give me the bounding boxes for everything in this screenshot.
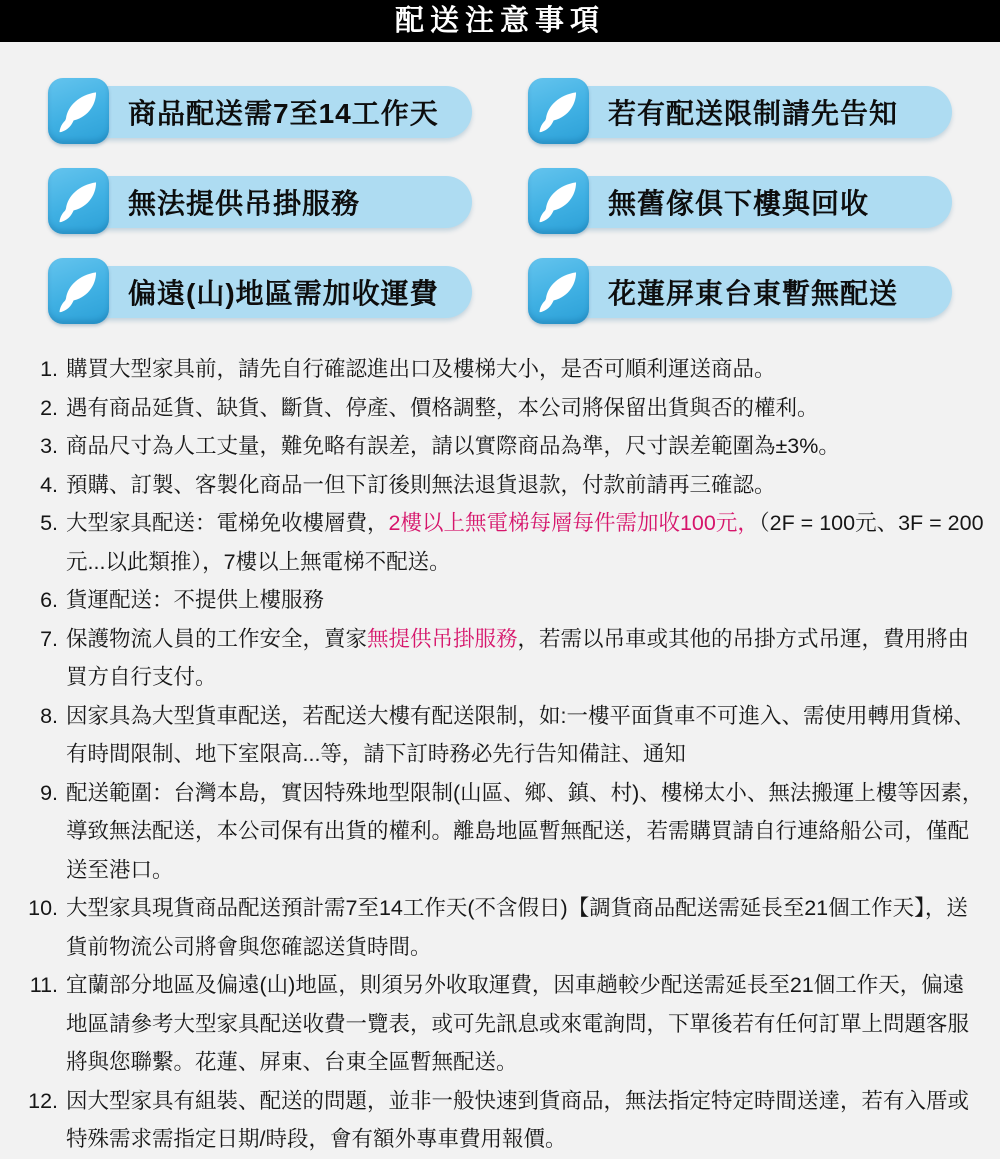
badge-delivery-restriction <box>528 78 952 144</box>
note-item-10 <box>0 889 1000 966</box>
note-item-8 <box>0 697 1000 774</box>
note-text: 因家具為大型貨車配送，若配送大樓有配送限制，如:一樓平面貨車不可進入、需使用轉用貨梯、有時間限制、地下室限高...等，請下訂時務必先行告知備註、通知 <box>66 703 975 766</box>
note-item-11 <box>0 966 1000 1082</box>
badge-pill <box>76 266 472 318</box>
note-text: 保護物流人員的工作安全，賣家 <box>66 626 368 651</box>
note-item-5 <box>0 504 1000 581</box>
note-text: 遇有商品延貨、缺貨、斷貨、停產、價格調整，本公司將保留出貨與否的權利。 <box>66 395 819 420</box>
badge-pill <box>76 86 472 138</box>
note-number: 7. <box>40 626 58 651</box>
note-text: 因大型家具有組裝、配送的問題，並非一般快速到貨商品，無法指定特定時間送達，若有入厝或特殊需求需指定日期/時段，會有額外專車費用報價。 <box>66 1088 970 1151</box>
note-item-1 <box>0 350 1000 389</box>
badge-label: 若有配送限制請先告知 <box>608 98 899 129</box>
leaf-icon <box>528 168 589 234</box>
note-text: （2F = 100元、3F = 200元...以此類推），7樓以上無電梯不配送。 <box>66 511 984 574</box>
badge-no-delivery-regions <box>528 258 952 324</box>
badge-pill <box>76 176 472 228</box>
badge-label: 無法提供吊掛服務 <box>128 188 361 219</box>
note-text: 購買大型家具前，請先自行確認進出口及樓梯大小，是否可順利運送商品。 <box>66 357 776 381</box>
leaf-icon <box>48 258 109 324</box>
leaf-icon <box>528 258 589 324</box>
note-number: 12. <box>28 1088 58 1113</box>
delivery-notes-list <box>0 350 1000 1159</box>
note-number: 3. <box>40 434 58 458</box>
note-number: 10. <box>28 896 58 920</box>
note-item-2 <box>0 389 1000 428</box>
badge-delivery-days <box>48 78 472 144</box>
note-text: 大型家具現貨商品配送預計需7至14工作天(不含假日)【調貨商品配送需延長至21個工作天】，送貨前物流公司將會與您確認送貨時間。 <box>66 896 968 959</box>
badge-pill <box>556 176 952 228</box>
note-number: 6. <box>40 588 58 612</box>
badge-label: 無舊傢俱下樓與回收 <box>608 188 870 219</box>
badge-label: 花蓮屏東台東暫無配送 <box>608 278 899 309</box>
note-text: 宜蘭部分地區及偏遠(山)地區，則須另外收取運費，因車趟較少配送需延長至21個工作天，偏遠地區請參考大型家具配送收費一覽表，或可先訊息或來電詢問，下單後若有任何訂單上問題客服將與您聯繫。花蓮、屏東、台東全區暫無配送。 <box>66 973 970 1074</box>
note-text-highlight: 2樓以上無電梯每層每件需加收100元， <box>388 511 759 535</box>
badge-remote-area-fee <box>48 258 472 324</box>
note-text: 預購、訂製、客製化商品一但下訂後則無法退貨退款，付款前請再三確認。 <box>66 472 776 497</box>
page-title: 配送注意事項 <box>394 4 605 37</box>
note-item-9 <box>0 774 1000 890</box>
leaf-icon <box>48 78 109 144</box>
note-number: 9. <box>40 780 58 805</box>
note-number: 2. <box>40 395 58 420</box>
note-text: 商品尺寸為人工丈量，難免略有誤差，請以實際商品為準，尺寸誤差範圍為±3%。 <box>66 434 840 458</box>
note-number: 5. <box>40 511 58 535</box>
badge-pill <box>556 266 952 318</box>
note-text: 配送範圍：台灣本島，實因特殊地型限制(山區、鄉、鎮、村)、樓梯太小、無法搬運上樓等因素，導致無法配送，本公司保有出貨的權利。離島地區暫無配送，若需購買請自行連絡船公司，僅配送至港口。 <box>66 780 984 882</box>
note-number: 11. <box>29 973 58 997</box>
badge-label: 偏遠(山)地區需加收運費 <box>128 278 439 309</box>
note-text: ，若需以吊車或其他的吊掛方式吊運，費用將由買方自行支付。 <box>66 626 970 689</box>
note-item-12 <box>0 1082 1000 1159</box>
delivery-badges <box>48 78 952 324</box>
note-item-7 <box>0 620 1000 697</box>
note-text: 貨運配送：不提供上樓服務 <box>66 588 325 612</box>
note-number: 8. <box>40 703 58 728</box>
note-item-4 <box>0 466 1000 505</box>
badge-label: 商品配送需7至14工作天 <box>128 98 439 129</box>
leaf-icon <box>48 168 109 234</box>
badge-no-hoisting <box>48 168 472 234</box>
note-item-3 <box>0 427 1000 466</box>
note-text: 大型家具配送：電梯免收樓層費， <box>66 511 389 535</box>
badge-no-old-furniture <box>528 168 952 234</box>
header-bar <box>0 0 1000 42</box>
note-number: 1. <box>40 357 58 381</box>
note-text-highlight: 無提供吊掛服務 <box>367 626 518 651</box>
note-item-6 <box>0 581 1000 620</box>
badge-pill <box>556 86 952 138</box>
note-number: 4. <box>40 472 58 497</box>
leaf-icon <box>528 78 589 144</box>
